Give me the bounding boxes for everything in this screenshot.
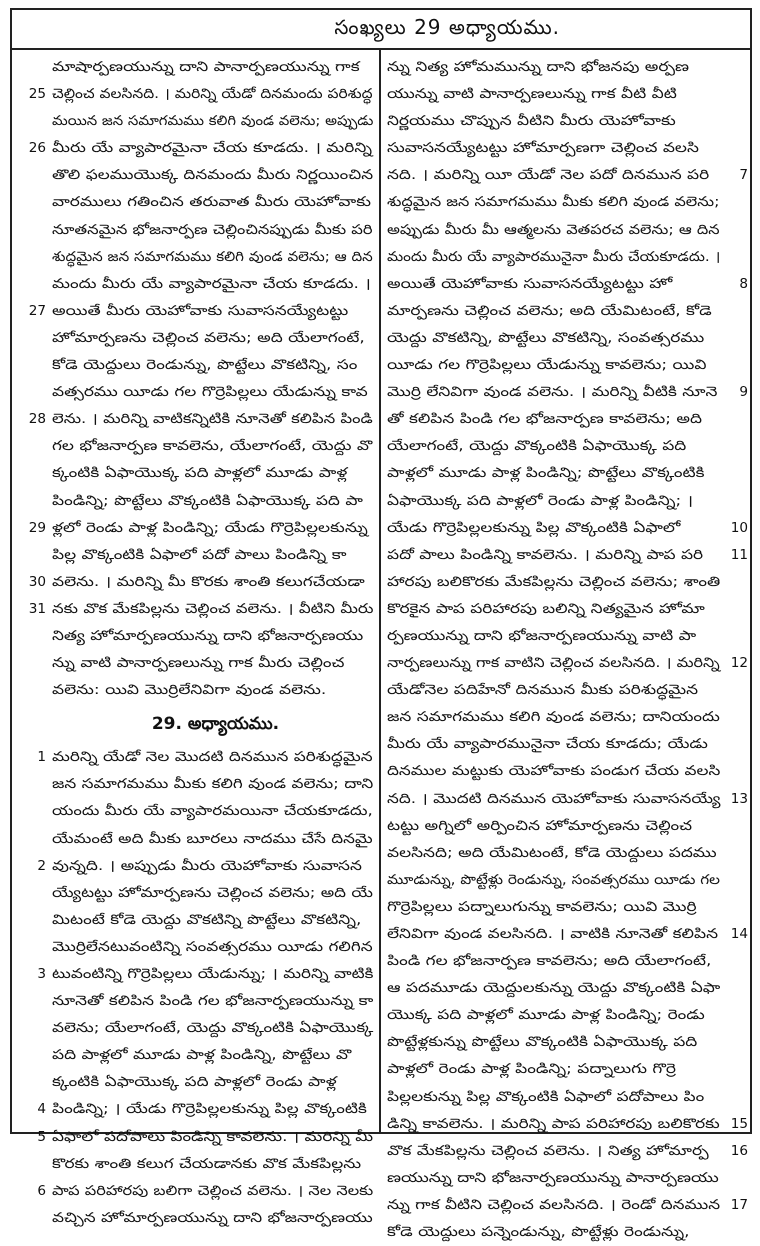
text-line (381, 298, 750, 325)
text-line (12, 460, 379, 487)
line-text: యెద్దు వొకటిన్ని, పొట్టేలు వొకటిన్ని, సంవత్సరము (387, 329, 705, 346)
text-line (381, 135, 750, 162)
text-line (381, 1111, 750, 1138)
text-line (12, 1015, 379, 1042)
text-line (381, 867, 750, 894)
text-line (12, 988, 379, 1015)
line-text: టట్టు అగ్నిలో అర్పించిన హోమార్పణను చెల్లించ (387, 817, 693, 834)
line-text: మూడున్ను, పొట్టేళ్లు రెండున్ను, సంవత్సరము యీడు గల (387, 871, 720, 888)
line-text: పిల్లలకున్ను పిల్ల వొక్కంటికి ఏఫాలో పదోపాలు పిం (387, 1088, 705, 1105)
line-text: పిండిన్ని; పొట్టేలు వొక్కంటికి ఏఫాయొక్క పది పా (52, 492, 363, 509)
line-text: నది. । మరిన్ని యీ యేడో నెల పదో దినమున పరి (387, 167, 710, 184)
text-line (381, 217, 750, 244)
line-text: వారములు గతించిన తరువాత మీరు యెహోవాకు (52, 194, 372, 211)
line-text: యందు మీరు యే వ్యాపారమయినా చేయకూడదు, (52, 803, 373, 820)
text-line (12, 352, 379, 379)
text-line (12, 1042, 379, 1069)
line-text: హారపు బలికొరకు మేకపిల్లను చెల్లించ వలెను; శాంతి (387, 573, 721, 590)
line-text: ర్పణయున్ను దాని భోజనార్పణయున్ను వాటి పా (387, 627, 697, 644)
left-text-after-heading (12, 744, 379, 1232)
line-text: నూనెతో కలిపిన పిండి గల భోజనార్పణయున్ను కా (52, 993, 374, 1010)
line-text: పాళ్లలో రెండు పాళ్ల పిండిన్ని; పద్నాలుగు గొర్రె (387, 1061, 676, 1078)
text-line (12, 108, 379, 135)
text-line (12, 771, 379, 798)
text-line (12, 798, 379, 825)
verse-number: 5 (37, 1128, 46, 1145)
verse-number: 13 (730, 790, 748, 807)
line-text: వొక మేకపిల్లను చెల్లించ వలెను. । నిత్య హోమార్ప (387, 1142, 709, 1159)
text-line (381, 515, 750, 542)
line-text: లెను. । మరిన్ని వాటికన్నిటికి నూనెతో కలిపిన పిండి (52, 411, 373, 428)
chapter-heading: 29. అధ్యాయము. (151, 714, 280, 735)
verse-number: 30 (28, 573, 46, 590)
left-column (12, 50, 381, 1226)
text-line (12, 880, 379, 907)
text-line (12, 1096, 379, 1123)
text-line (12, 623, 379, 650)
line-text: మీరు యే వ్యాపారమునైనా చేయ కూడదు; యేడు (387, 736, 708, 753)
text-line (381, 758, 750, 785)
line-text: మార్పణను చెల్లించ వలెను; అది యేమిటంటే, కోడె (387, 302, 712, 319)
text-line (381, 189, 750, 216)
text-line (12, 244, 379, 271)
line-text: పాళ్లలో మూడు పాళ్ల పిండిన్ని; పొట్టేలు వొక్కంటికి (387, 465, 705, 482)
line-text: డిన్ని కావలెను. । మరిన్ని పాప పరిహారపు బలికొరకు (387, 1115, 720, 1132)
text-line (12, 744, 379, 771)
line-text: వత్సరము యీడు గల గొర్రెపిల్లలు యేడున్ను కావ (52, 384, 368, 401)
text-line (381, 162, 750, 189)
line-text: కోడె యెద్దులు రెండున్ను, పొట్టేలు వొకటిన్ని, సం (52, 357, 358, 374)
verse-number: 7 (739, 167, 748, 184)
line-text: యేమంటే అది మీకు బూరలు నాదము చేసే దినమై (52, 830, 373, 847)
verse-number: 31 (28, 600, 46, 617)
verse-number: 25 (28, 86, 46, 103)
scripture-page (10, 8, 752, 1241)
text-line (12, 406, 379, 433)
text-line (381, 54, 750, 81)
text-line (381, 840, 750, 867)
line-text: నూతనమైన భోజనార్పణ చెల్లించినప్పుడు మీకు పరి (52, 221, 373, 238)
text-line (12, 271, 379, 298)
line-text: పాప పరిహారపు బలిగా చెల్లించ వలెను. । నెల నెలకు (52, 1182, 374, 1199)
text-line (12, 569, 379, 596)
line-text: పిండిన్ని; । యేడు గొర్రెపిల్లలకున్ను పిల్ల వొక్కంటికి (52, 1101, 367, 1118)
line-text: మందు మీరు యే వ్యాపారమైనా చేయ కూడదు. । (52, 275, 371, 292)
line-text: జన సమాగమము కలిగి వుండ వలెను; దానియందు (387, 709, 720, 726)
line-text: న్ను వాటి పానార్పణలున్ను గాక మీరు చెల్లించ (52, 655, 345, 672)
text-line (381, 488, 750, 515)
text-line (381, 352, 750, 379)
text-line (381, 704, 750, 731)
line-text: తో కలిపిన పిండి గల భోజనార్పణ కావలెను; అది (387, 411, 703, 428)
text-line (12, 298, 379, 325)
line-text: కోడె యెద్దులు పన్నెండున్ను, పొట్టేళ్లు రెండున్ను, (387, 1224, 690, 1241)
verse-number: 28 (28, 411, 46, 428)
text-line (381, 460, 750, 487)
line-text: యేలాగంటే, యెద్దు వొక్కంటికి ఏఫాయొక్క పది (387, 438, 687, 455)
right-text (381, 54, 750, 1246)
text-line (12, 596, 379, 623)
line-text: అయితే మీరు యెహోవాకు సువాసనయ్యేటట్టు (52, 302, 349, 319)
verse-number: 2 (37, 857, 46, 874)
right-column (381, 50, 750, 1241)
line-text: వలెను; యేలాగంటే, యెద్దు వొక్కంటికి ఏఫాయొక్క (52, 1020, 374, 1037)
verse-number: 1 (37, 749, 46, 766)
line-text: గల భోజనార్పణ కావలెను, యేలాగంటే, యెద్దు వొ (52, 438, 373, 455)
line-text: మీరు యే వ్యాపారమైనా చేయ కూడదు. । మరిన్ని (52, 140, 373, 157)
text-line (381, 271, 750, 298)
line-text: తొలి ఫలముయొక్క దినమందు మీరు నిర్ణయించిన (52, 167, 374, 184)
text-line (12, 488, 379, 515)
line-text: వచ్చిన హోమార్పణయున్ను దాని భోజనార్పణయు (52, 1209, 373, 1226)
line-text: కొరకు శాంతి కలుగ చేయడానకు వొక మేకపిల్లను (52, 1155, 362, 1172)
line-text: ణయున్ను దాని భోజనార్పణయున్ను పానార్పణయు (387, 1169, 719, 1186)
line-text: నిత్య హోమార్పణయున్ను దాని భోజనార్పణయు (52, 627, 364, 644)
line-text: యొక్క పది పాళ్లలో మూడు పాళ్ల పిండిన్ని; రెండు (387, 1007, 705, 1024)
text-line (381, 677, 750, 704)
verse-number: 9 (739, 384, 748, 401)
verse-number: 11 (730, 546, 748, 563)
text-line (12, 515, 379, 542)
verse-number: 29 (28, 519, 46, 536)
text-line (381, 1029, 750, 1056)
text-line (381, 108, 750, 135)
text-line (381, 325, 750, 352)
line-text: మరిన్ని యేడో నెల మొదటి దినమున పరిశుద్ధమైన (52, 749, 373, 766)
text-line (12, 1069, 379, 1096)
text-line (12, 853, 379, 880)
text-line (381, 1002, 750, 1029)
verse-number: 15 (730, 1115, 748, 1132)
line-text: మయిన జన సమాగమము కలిగి వుండ వలెను; అప్పుడు (52, 113, 374, 130)
text-line (381, 569, 750, 596)
line-text: వున్నది. । అప్పుడు మీరు యెహోవాకు సువాసన (52, 857, 362, 874)
line-text: పిల్ల వొక్కంటికి ఏఫాలో పదో పాలు పిండిన్ని కా (52, 546, 347, 563)
text-line (381, 1192, 750, 1219)
verse-number: 14 (730, 926, 748, 942)
text-line (12, 1178, 379, 1205)
line-text: యేడోనెల పదిహేనో దినమున మీకు పరిశుద్ధమైన (387, 682, 699, 699)
line-text: పిండి గల భోజనార్పణ కావలెను; అది యేలాగంటే, (387, 953, 712, 970)
verse-number: 17 (730, 1196, 748, 1213)
line-text: జన సమాగమము మీకు కలిగి వుండ వలెను; దాని (52, 776, 374, 793)
line-text: ఆ పదమూడు యెద్దులకున్ను యెద్దు వొక్కంటికి ఏఫా (387, 980, 721, 997)
text-line (12, 433, 379, 460)
text-line (12, 826, 379, 853)
text-line (12, 1205, 379, 1232)
verse-number: 10 (730, 519, 748, 536)
line-text: ఏఫాలో పదోపాలు పిండిన్ని కావలెను. । మరిన్ని మీ (52, 1128, 374, 1145)
verse-number: 26 (28, 140, 46, 157)
text-line (381, 1219, 750, 1246)
text-line (381, 542, 750, 569)
text-line (381, 596, 750, 623)
text-line (12, 1124, 379, 1151)
text-line (381, 975, 750, 1002)
text-line (12, 934, 379, 961)
line-text: నార్పణలున్ను గాక వాటిని చెల్లించ వలసినది. । మరిన్ని (387, 655, 720, 672)
text-line (12, 81, 379, 108)
text-line (381, 1165, 750, 1192)
text-line (12, 961, 379, 988)
text-line (381, 894, 750, 921)
line-text: వలసినది; అది యేమిటంటే, కోడె యెద్దులు పదము (387, 844, 717, 861)
text-line (381, 1056, 750, 1083)
line-text: య్యేటట్టు హోమార్పణను చెల్లించ వలెను; అది యే (52, 884, 373, 901)
text-line (381, 786, 750, 813)
line-text: అప్పుడు మీరు మీ ఆత్మలను వెతపరచ వలెను; ఆ దిన (387, 221, 720, 238)
line-text: సువాసనయ్యేటట్టు హోమార్పణగా చెల్లించ వలసి (387, 140, 699, 157)
line-text: కొరకైన పాప పరిహారపు బలిన్ని నిత్యమైన హోమా (387, 600, 705, 617)
text-line (12, 325, 379, 352)
text-line (12, 54, 379, 81)
text-line (381, 1084, 750, 1111)
line-text: క్కంటికి ఏఫాయొక్క పది పాళ్లలో రెండు పాళ్ల (52, 1074, 337, 1091)
left-text-before-heading (12, 54, 379, 704)
verse-number: 8 (739, 275, 748, 292)
text-line (381, 244, 750, 271)
text-line (12, 217, 379, 244)
line-text: యీడు గల గొర్రెపిల్లలు యేడున్ను కావలెను; యివి (387, 357, 707, 374)
line-text: పది పాళ్లలో మూడు పాళ్ల పిండిన్ని, పొట్టేలు వొ (52, 1047, 352, 1064)
text-line (381, 406, 750, 433)
line-text: మొర్రి లేనివిగా వుండ వలెను. । మరిన్ని వీటికి నూనె (387, 384, 718, 401)
line-text: మిటంటే కోడె యెద్దు వొకటిన్ని పొట్టేలు వొకటిన్ని, (52, 911, 362, 928)
text-line (12, 650, 379, 677)
verse-number: 16 (730, 1142, 748, 1159)
text-line (381, 650, 750, 677)
text-line (381, 81, 750, 108)
line-text: నది. । మొదటి దినమున యెహోవాకు సువాసనయ్యే (387, 790, 721, 807)
line-text: న్ను నిత్య హోమమున్ను దాని భోజనపు అర్పణ (387, 59, 690, 75)
line-text: పొట్టేళ్లకున్ను పొట్టేలు వొక్కంటికి ఏఫాయొక్క పది (387, 1034, 698, 1051)
line-text: ళ్లలో రెండు పాళ్ల పిండిన్ని; యేడు గొర్రెపిల్లలకున్ను (52, 519, 368, 536)
line-text: గొర్రెపిల్లలు పద్నాలుగున్ను కావలెను; యివి మొర్రి (387, 898, 697, 915)
line-text: ఏఫాయొక్క పది పాళ్లలో రెండు పాళ్ల పిండిన్ని; । (387, 492, 694, 509)
line-text: మొర్రిలేనటువంటిన్ని సంవత్సరము యీడు గలిగిన (52, 938, 373, 955)
text-line (12, 1151, 379, 1178)
text-line (381, 433, 750, 460)
verse-number: 4 (37, 1101, 46, 1118)
page-title: సంఖ్యలు 29 అధ్యాయము. (334, 14, 560, 39)
line-text: యేడు గొర్రెపిల్లలకున్ను పిల్ల వొక్కంటికి ఏఫాలో (387, 519, 681, 536)
line-text: న్ను గాక వీటిని చెల్లించ వలసినది. । రెండో దినమున (387, 1196, 721, 1213)
text-line (381, 1138, 750, 1165)
text-line (12, 907, 379, 934)
text-line (12, 677, 379, 704)
line-text: వలెను. । మరిన్ని మీ కొరకు శాంతి కలుగచేయడా (52, 573, 365, 590)
line-text: లేనివిగా వుండ వలసినది. । వాటికి నూనెతో కలిపిన (387, 926, 719, 942)
line-text: అయితే యెహోవాకు సువాసనయ్యేటట్టు హో (387, 275, 673, 292)
line-text: యున్ను వాటి పానార్పణలున్ను గాక వీటి వీటి (387, 86, 677, 103)
line-text: మందు మీరు యే వ్యాపారమునైనా మీరు చేయకూడదు. । (387, 248, 721, 265)
verse-number: 3 (37, 966, 46, 982)
line-text: శుద్ధమైన జన సమాగమము మీకు కలిగి వుండ వలెను; (387, 194, 720, 211)
line-text: శుద్ధమైన జన సమాగమము కలిగి వుండ వలెను; ఆ దిన (52, 248, 373, 265)
text-line (381, 948, 750, 975)
line-text: నకు వొక మేకపిల్లను చెల్లించ వలెను. । వీటిని మీరు (52, 600, 374, 617)
text-line (381, 921, 750, 948)
page-header (12, 10, 750, 50)
line-text: దినముల మట్టుకు యెహోవాకు పండుగ చేయ వలసి (387, 763, 721, 780)
line-text: చెల్లించ వలసినది. । మరిన్ని యేడో దినమందు పరిశుద్ధ (52, 86, 373, 103)
line-text: క్కంటికి ఏఫాయొక్క పది పాళ్లలో మూడు పాళ్ల (52, 465, 348, 482)
verse-number: 27 (28, 302, 46, 319)
text-line (12, 135, 379, 162)
line-text: పదో పాలు పిండిన్ని కావలెను. । మరిన్ని పాప పరి (387, 546, 704, 563)
verse-number: 12 (730, 655, 748, 672)
line-text: నిర్ణయము చొప్పున వీటిని మీరు యెహోవాకు (387, 113, 676, 130)
line-text: మాషార్పణయున్ను దాని పానార్పణయున్ను గాక (52, 59, 360, 75)
two-column-body (12, 50, 750, 1241)
text-line (12, 189, 379, 216)
line-text: హోమార్పణను చెల్లించ వలెను; అది యేలాగంటే, (52, 329, 365, 346)
text-line (12, 379, 379, 406)
line-text: వలెను: యివి మొర్రిలేనివిగా వుండ వలెను. (52, 682, 327, 699)
text-line (381, 813, 750, 840)
text-line (381, 731, 750, 758)
text-line (381, 623, 750, 650)
text-line (12, 542, 379, 569)
verse-number: 6 (37, 1182, 46, 1199)
line-text: టువంటిన్ని గొర్రెపిల్లలు యేడున్ను; । మరిన్ని వాటికి (52, 966, 374, 982)
text-line (12, 162, 379, 189)
text-line (381, 379, 750, 406)
